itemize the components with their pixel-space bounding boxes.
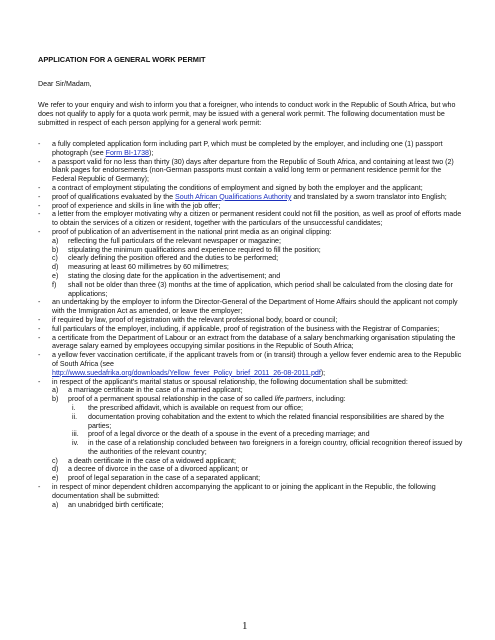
sub-item: e) proof of legal separation in the case of a separated applicant; [52,474,261,483]
saqa-link[interactable]: South African Qualifications Authority [175,192,292,201]
sub-item: d) measuring at least 60 millimetres by 60 millimetres; [52,263,229,272]
roman-item: iv. in the case of a relationship concluded between two foreigners in a foreign country, official recognition thereof issued by the authorities of the relevant country; [72,439,463,456]
sub-item: c) clearly defining the position offered and the duties to be performed; [52,254,279,263]
list-item: - proof of publication of an advertisement in the national print media as an original clipping: a) reflecting the full particulars of the relevant newspaper or magazine; b) stipulating the minimum qualifications and experience required to fill the position; c) clearly defining the position offered and the duties to be performed; d) measuring at least 60 millimetres by 60 millimetres; e) stating the closing date for the application in the advertisement; and f) shall not be older than three (3) months at the time of application, which period shall be calculated from the closing date for applications; [38,228,466,298]
yellow-fever-policy-link[interactable]: http://www.suedafrika.org/downloads/Yellow_fever_Policy_brief_2011_26-08-2011.pdf [52,368,321,377]
list-item: - full particulars of the employer, including, if applicable, proof of registration of the business with the Registrar of Companies; [38,324,440,333]
roman-item: i. the prescribed affidavit, which is available on request from our office; [72,403,304,412]
salutation: Dear Sir/Madam, [38,80,92,88]
roman-item: iii. proof of a legal divorce or the death of a spouse in the event of a preceding marriage; and [72,430,370,439]
page-number: 1 [242,620,248,632]
list-item: - an undertaking by the employer to inform the Director-General of the Department of Home Affairs should the applicant not comply with the Immigration Act as amended, or leave the employer; [38,298,458,316]
intro-paragraph: We refer to your enquiry and wish to inform you that a foreigner, who intends to conduct work in the Republic of South Africa, but who does not qualify to apply for a quota work permit, may be issued with a general work permit. The following documentation must be submitted in respect of each person applying for a general work permit: [38,101,456,127]
sub-item: b) stipulating the minimum qualifications and experience required to fill the position; [52,245,321,254]
sub-item: a) a marriage certificate in the case of a married applicant; [52,386,243,395]
sub-item: d) a decree of divorce in the case of a divorced applicant; or [52,465,248,474]
sub-item: f) shall not be older than three (3) months at the time of application, which period shall be calculated from the closing date for applications; [52,280,453,298]
list-item: - a contract of employment stipulating the conditions of employment and signed by both the employer and the applicant; [38,183,423,192]
list-item: - if required by law, proof of registration with the relevant professional body, board or council; [38,315,338,324]
list-item: - in respect of the applicant's marital status or spousal relationship, the following documentation shall be submitted: a) a marriage certificate in the case of a married applicant; b) proof of a permanent spousal relationship in the case of so called life partners, including: i. the prescribed affidavit, which is available on request from our office; ii. documentation proving cohabitation and the extent to which the related financial responsibilities are shared by the parties; iii. proof of a legal divorce or the death of a spouse in the event of a preceding marriage; and iv. in the case of a relationship concluded between two foreigners in a foreign country, official recognition thereof issued by the authorities of the relevant country; c) a death certificate in the case of a widowed applicant; d) a decree of divorce in the case of a divorced applicant; or e) proof of legal separation in the case of a separated applicant; [38,378,466,484]
sub-item: a) an unabridged birth certificate; [52,500,164,509]
list-item: - proof of experience and skills in line with the job offer; [38,201,221,210]
sub-item: e) stating the closing date for the application in the advertisement; and [52,271,281,280]
roman-item: ii. documentation proving cohabitation and the extent to which the related financial responsibilities are shared by the parties; [72,412,445,430]
advert-sublist [52,237,466,299]
list-item: - a fully completed application form including part P, which must be completed by the employer, and including one (1) passport photograph (see Form BI-1738); [38,140,443,157]
list-item: - a yellow fever vaccination certificate, if the applicant travels from or (in transit) through a yellow fever endemic area to the Republic of South Africa (see http://www.suedafrika.org/downloads/Yellow_fever_Policy_brief_2011_26-08-2011.pdf); [38,351,462,377]
list-item: - proof of qualifications evaluated by the South African Qualifications Authority and translated by a sworn translator into English; [38,192,447,201]
list-item: - a letter from the employer motivating why a citizen or permanent resident could not fill the position, as well as proof of efforts made to obtain the services of a citizen or resident, together with the particulars of the unsuccessful candidates; [38,210,462,228]
list-item: - in respect of minor dependent children accompanying the applicant to or joining the applicant in the Republic, the following documentation shall be submitted: a) an unabridged birth certificate; [38,483,466,509]
form-bi-1738-link[interactable]: Form BI-1738 [105,148,150,157]
requirements-list [38,140,466,509]
document-title: APPLICATION FOR A GENERAL WORK PERMIT [38,55,206,64]
sub-item: b) proof of a permanent spousal relationship in the case of so called life partners, including: [52,395,346,404]
list-item: - a passport valid for no less than thirty (30) days after departure from the Republic of South Africa, and containing at least two (2) blank pages for endorsements (non-German passports must contain a valid long term or permanent residence permit for the Federal Republic of Germany); [38,157,454,184]
list-item: - a certificate from the Department of Labour or an extract from the database of a salary benchmarking organisation stipulating the average salary earned by employees occupying similar positions in the Republic of South Africa; [38,333,456,351]
sub-item: c) a death certificate in the case of a widowed applicant; [52,456,236,465]
sub-item: a) reflecting the full particulars of the relevant newspaper or magazine; [52,236,281,245]
